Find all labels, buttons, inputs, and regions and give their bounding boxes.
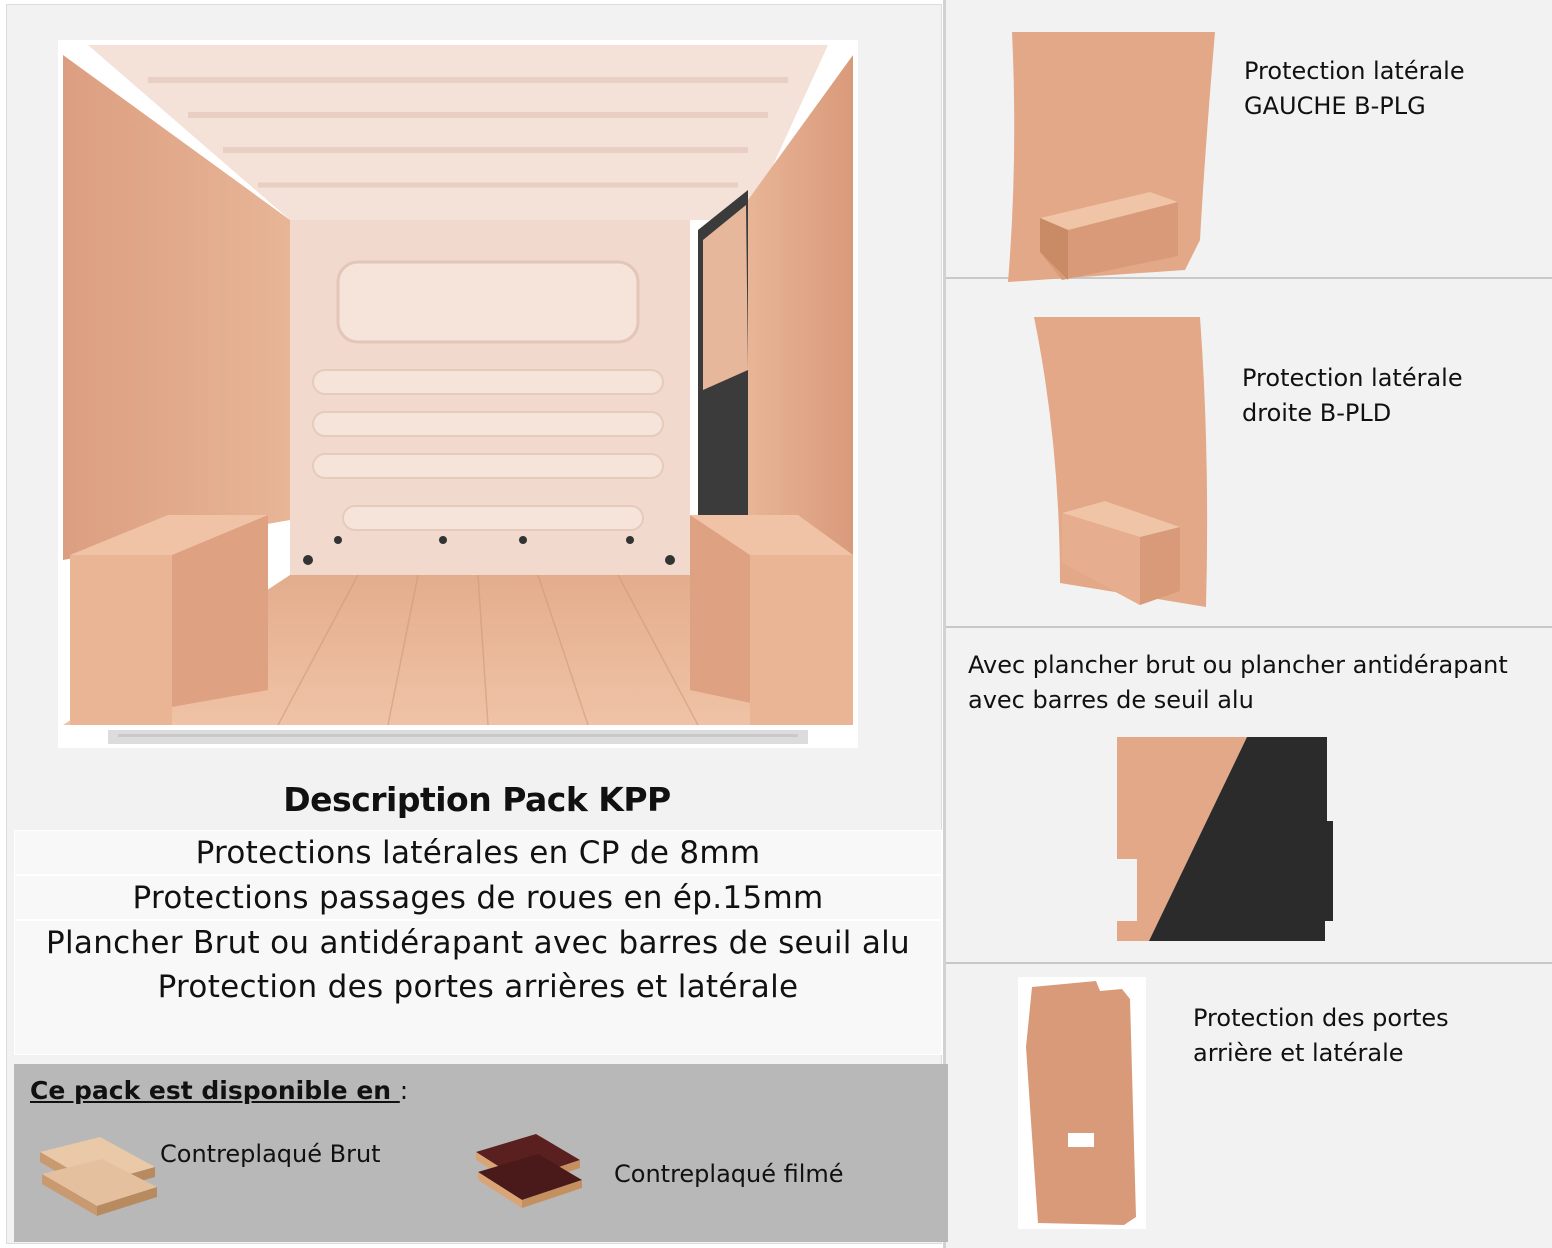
part-label-right-panel <box>1242 361 1463 431</box>
part-label-line: droite B-PLD <box>1242 399 1392 427</box>
availability-box <box>14 1064 948 1242</box>
part-label-doors <box>1193 1001 1449 1071</box>
part-label-line: GAUCHE B-PLG <box>1244 92 1426 120</box>
section-divider <box>946 626 1552 628</box>
description-item: Plancher Brut ou antidérapant avec barres de seuil alu <box>45 925 911 961</box>
description-title: Description Pack KPP <box>283 780 671 819</box>
left-side-panel-image <box>1000 30 1220 286</box>
van-interior-illustration <box>58 40 858 748</box>
availability-title <box>30 1076 408 1105</box>
availability-title-text: Ce pack est disponible en <box>30 1076 400 1105</box>
description-item: Protections latérales en CP de 8mm <box>14 830 942 875</box>
part-label-line: Protection latérale <box>1244 57 1465 85</box>
section-divider <box>946 962 1552 964</box>
part-label-line: Protection latérale <box>1242 364 1463 392</box>
description-item: Protections passages de roues en ép.15mm <box>14 875 942 920</box>
material-label-raw: Contreplaqué Brut <box>160 1140 381 1168</box>
material-label-film: Contreplaqué filmé <box>614 1160 844 1188</box>
floor-panel-image <box>1115 735 1335 945</box>
van-interior-image <box>58 40 858 748</box>
plywood-film-icon <box>474 1126 584 1216</box>
part-label-left-panel <box>1244 54 1465 124</box>
part-label-line: avec barres de seuil alu <box>968 686 1254 714</box>
availability-title-suffix: : <box>399 1076 409 1105</box>
part-label-floor <box>968 648 1508 718</box>
description-item: Protection des portes arrières et latérale <box>157 969 799 1005</box>
column-divider <box>943 0 946 1248</box>
part-label-line: arrière et latérale <box>1193 1039 1404 1067</box>
part-label-line: Avec plancher brut ou plancher antidérapant <box>968 651 1508 679</box>
plywood-raw-icon <box>30 1122 160 1222</box>
door-panel-image <box>1018 977 1146 1229</box>
right-side-panel-image <box>1030 315 1210 610</box>
description-item-group <box>14 920 942 1055</box>
part-label-line: Protection des portes <box>1193 1004 1449 1032</box>
